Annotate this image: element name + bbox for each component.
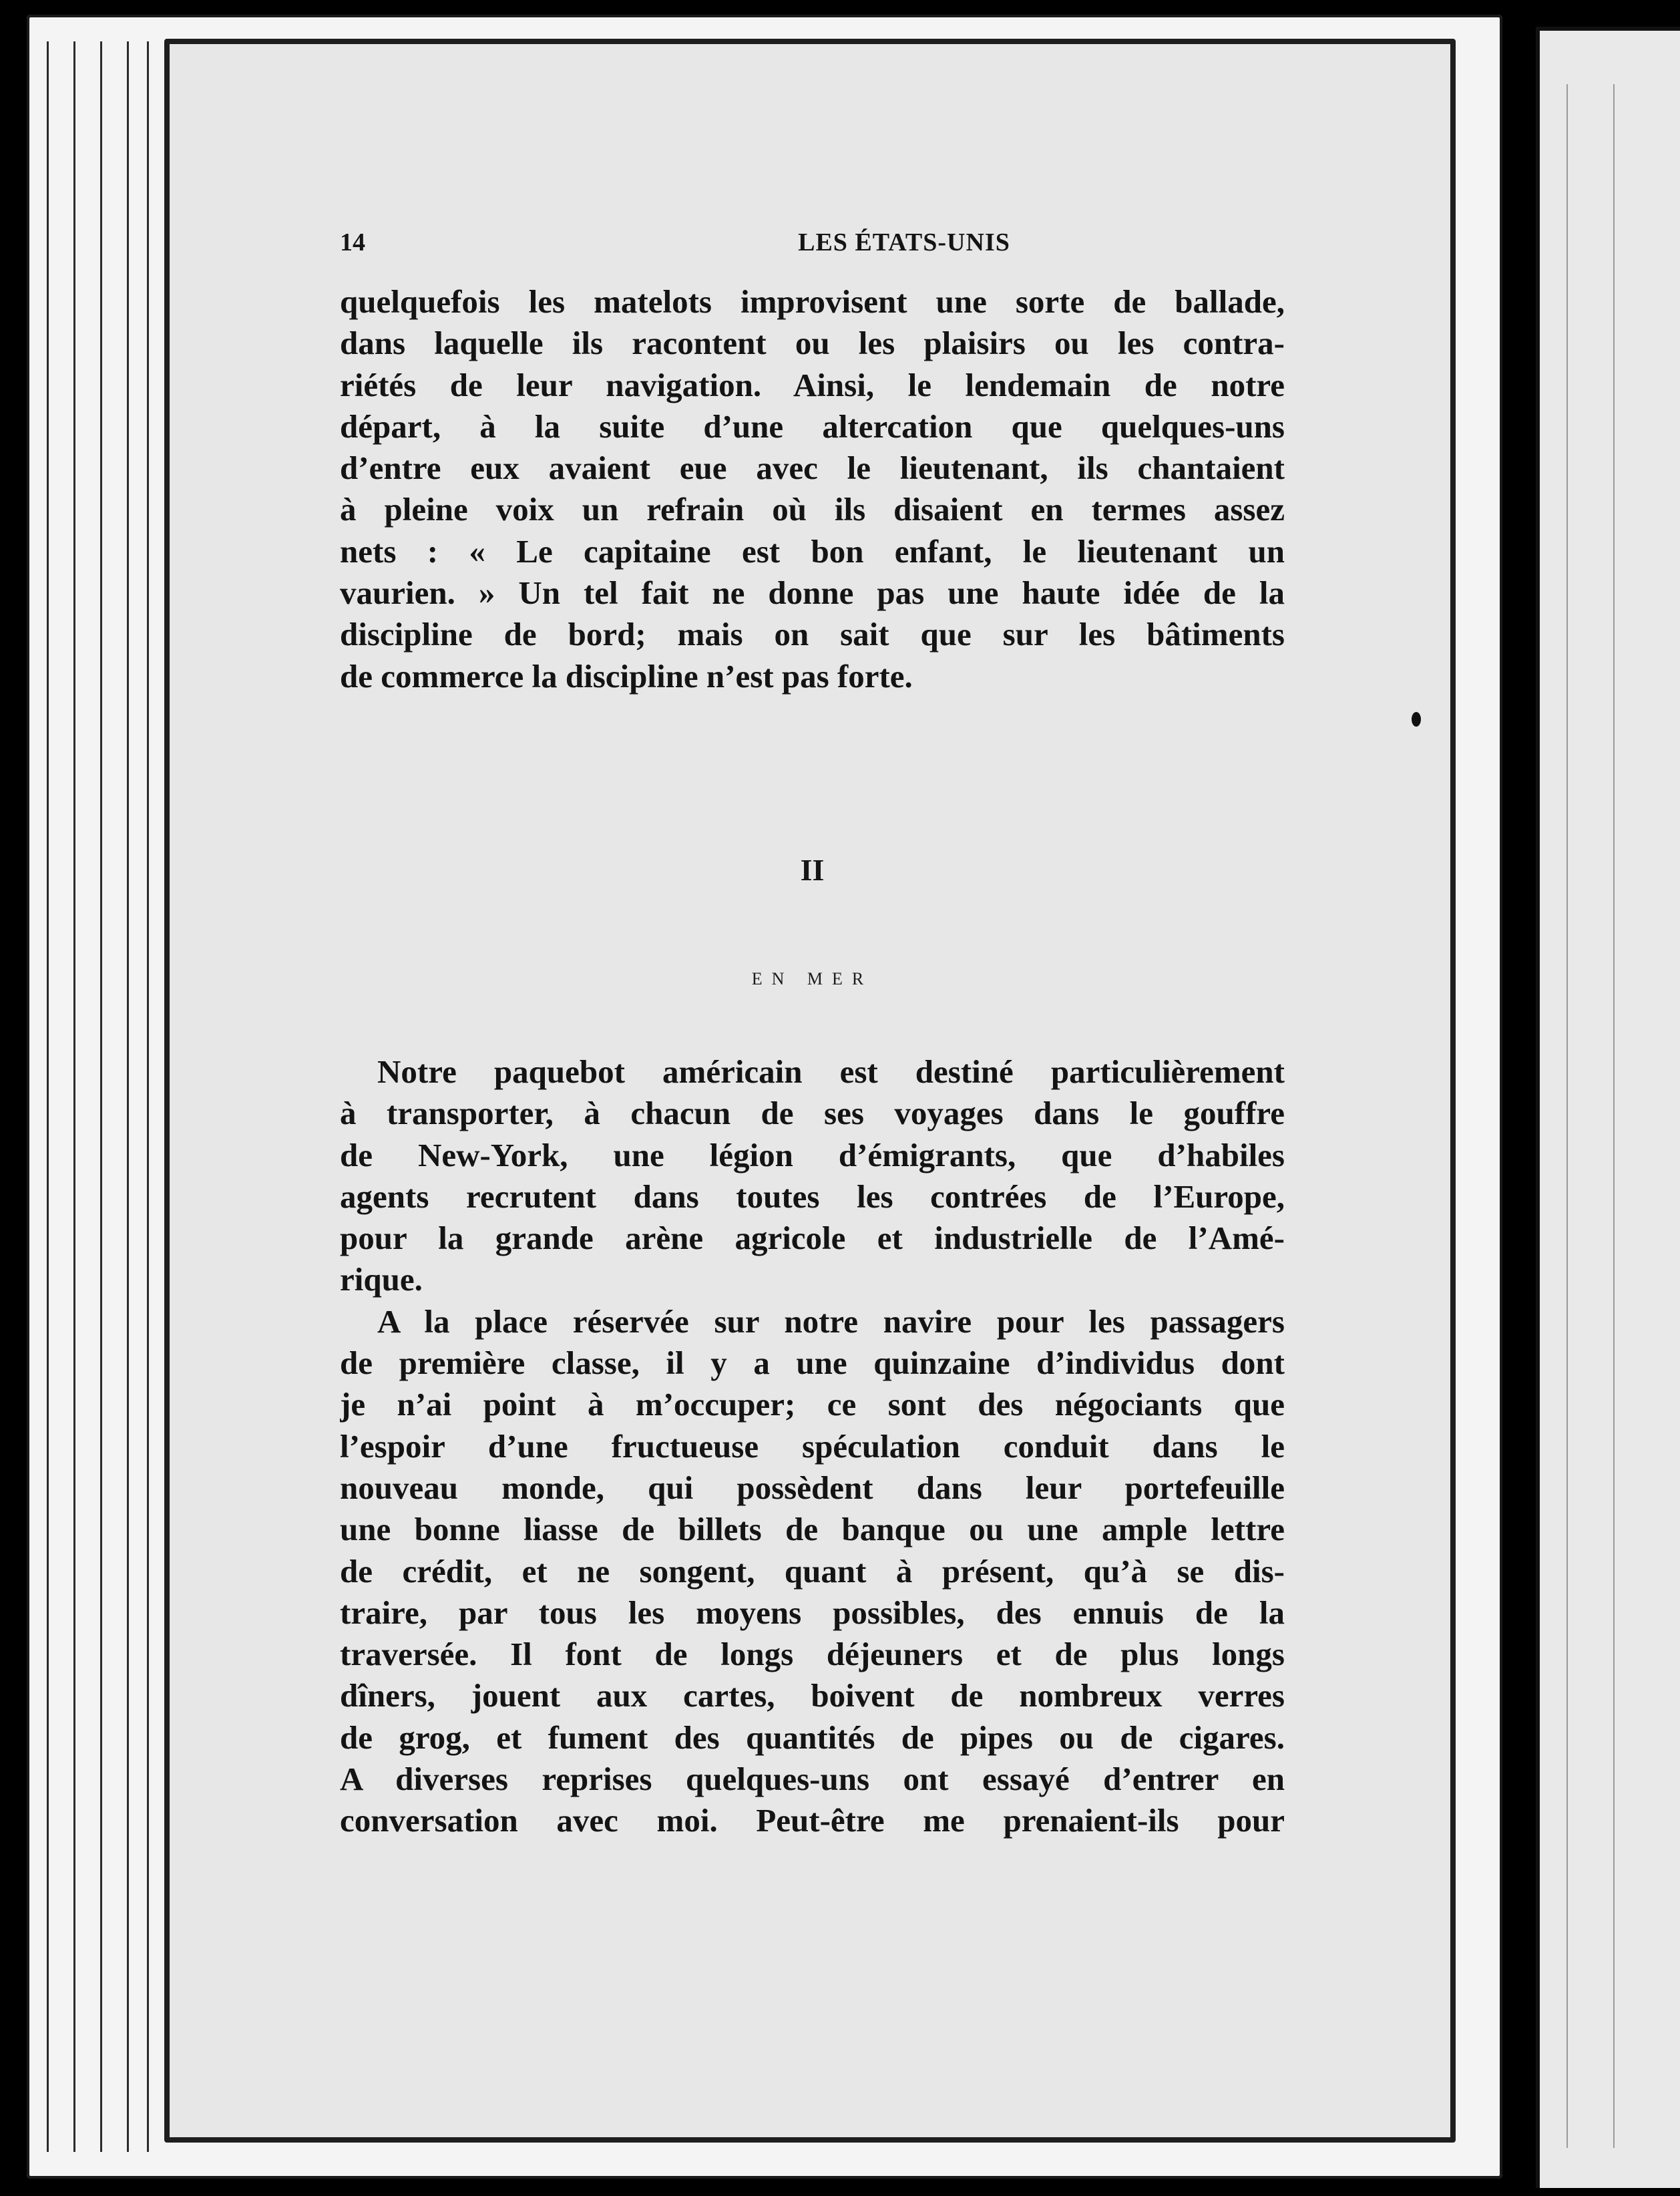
paragraph: [340, 1051, 1285, 1301]
page-edge-line: [1566, 84, 1568, 2148]
text-line: dans laquelle ils racontent ou les plaisirs ou les contra-: [340, 325, 1285, 362]
paragraph-continued: [340, 281, 1285, 697]
ink-speck: [1412, 712, 1421, 727]
text-line: je n’ai point à m’occuper; ce sont des négociants que: [340, 1386, 1285, 1423]
text-line: vaurien. » Un tel fait ne donne pas une haute idée de la: [340, 574, 1285, 612]
text-line: dîners, jouent aux cartes, boivent de nombreux verres: [340, 1677, 1285, 1714]
text-line: de crédit, et ne songent, quant à présent, qu’à se dis-: [340, 1552, 1285, 1590]
text-line: A diverses reprises quelques-uns ont essayé d’entrer en: [340, 1761, 1285, 1798]
running-title: LES ÉTATS-UNIS: [798, 228, 1010, 256]
section-number: II: [800, 853, 825, 887]
page-edge-line: [147, 41, 149, 2152]
text-line: Notre paquebot américain est destiné particulièrement: [377, 1053, 1285, 1090]
text-line: quelquefois les matelots improvisent une sorte de ballade,: [340, 283, 1285, 320]
text-line: rique.: [340, 1261, 423, 1298]
paragraph: [340, 1301, 1285, 1842]
text-line: à pleine voix un refrain où ils disaient en termes assez: [340, 491, 1285, 528]
text-line: de New-York, une légion d’émigrants, que d’habiles: [340, 1136, 1285, 1173]
text-line: de première classe, il y a une quinzaine d’individus dont: [340, 1344, 1285, 1382]
text-line: agents recrutent dans toutes les contrées de l’Europe,: [340, 1177, 1285, 1215]
page-edge-line: [1613, 84, 1615, 2148]
page-edge-line: [47, 41, 49, 2152]
text-line: traire, par tous les moyens possibles, des ennuis de la: [340, 1594, 1285, 1631]
text-line: à transporter, à chacun de ses voyages dans le gouffre: [340, 1095, 1285, 1132]
text-line: d’entre eux avaient eue avec le lieutenant, ils chantaient: [340, 449, 1285, 487]
running-head: [340, 228, 1285, 268]
text-line: nets : « Le capitaine est bon enfant, le lieutenant un: [340, 532, 1285, 570]
page-edge-line: [73, 41, 75, 2152]
text-line: une bonne liasse de billets de banque ou une ample lettre: [340, 1511, 1285, 1548]
section-body: [340, 1051, 1285, 1842]
facing-page-fragment: [1536, 27, 1680, 2188]
text-line: de commerce la discipline n’est pas forte.: [340, 657, 913, 695]
text-line: de grog, et fument des quantités de pipes ou de cigares.: [340, 1718, 1285, 1756]
page-edge-line: [127, 41, 129, 2152]
page-edge-line: [100, 41, 102, 2152]
paragraph: [340, 281, 1285, 697]
text-line: riétés de leur navigation. Ainsi, le lendemain de notre: [340, 366, 1285, 403]
text-line: traversée. Il font de longs déjeuners et de plus longs: [340, 1636, 1285, 1673]
page-number: 14: [340, 228, 365, 256]
text-line: l’espoir d’une fructueuse spéculation conduit dans le: [340, 1427, 1285, 1465]
text-line: nouveau monde, qui possèdent dans leur portefeuille: [340, 1469, 1285, 1506]
section-title: EN MER: [751, 969, 873, 988]
text-line: A la place réservée sur notre navire pour les passagers: [377, 1302, 1285, 1340]
text-line: conversation avec moi. Peut-être me prenaient-ils pour: [340, 1802, 1285, 1839]
text-line: départ, à la suite d’une altercation que quelques-uns: [340, 407, 1285, 445]
printed-page: [164, 39, 1456, 2143]
text-line: discipline de bord; mais on sait que sur les bâtiments: [340, 616, 1285, 653]
text-line: pour la grande arène agricole et industrielle de l’Amé-: [340, 1220, 1285, 1257]
